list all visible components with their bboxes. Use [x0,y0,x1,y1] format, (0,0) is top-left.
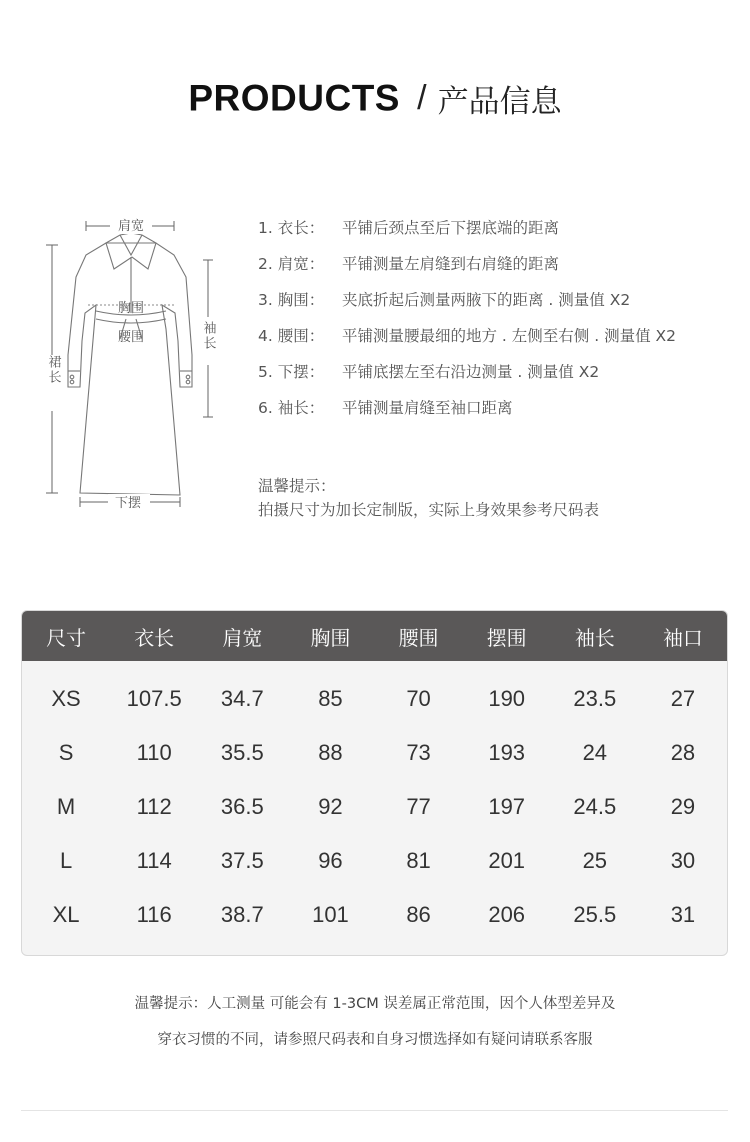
header-cell: 摆围 [486,625,527,650]
footer-notes [0,992,750,1064]
tips-block [258,474,599,522]
table-row [22,672,727,726]
table-cell: 25 [582,848,608,873]
table-row [22,780,727,834]
measurement-item [258,322,738,358]
measurement-label: 5. 下摆： [258,363,325,381]
title-chinese: 产品信息 [437,84,562,120]
table-cell: 38.7 [220,902,264,927]
table-cell: 88 [318,740,343,765]
table-cell: 30 [670,848,696,873]
title-separator: / [417,79,427,117]
measurement-description: 平铺测量左肩缝到右肩缝的距离 [342,255,560,273]
label-shoulder: 肩宽 [117,219,145,234]
measurement-item [258,250,738,286]
table-cell: 201 [488,848,526,873]
table-cell: 29 [670,794,696,819]
header-cell: 袖口 [662,625,703,650]
measurement-label: 1. 衣长： [258,219,325,237]
table-cell: XS [51,686,81,711]
label-hem: 下摆 [114,496,142,511]
label-waist: 腰围 [117,330,145,345]
table-cell: 110 [136,740,172,765]
measurement-description: 平铺测量肩缝至袖口距离 [342,399,513,417]
footer-line: 温馨提示：人工测量 可能会有 1-3CM 误差属正常范围，因个人体型差异及 [134,996,616,1012]
size-table [21,610,728,956]
table-cell: M [56,794,76,819]
header-cell: 肩宽 [222,625,263,650]
table-cell: 85 [318,686,343,711]
measurement-description: 平铺底摆左至右沿边测量 . 测量值 X2 [342,363,600,381]
table-cell: 197 [488,794,526,819]
table-body [22,661,727,942]
measurement-guide [258,214,738,430]
tips-text: 拍摄尺寸为加长定制版，实际上身效果参考尺码表 [258,501,600,519]
table-cell: 96 [318,848,343,873]
table-cell: 35.5 [220,740,264,765]
header-cell: 尺寸 [46,625,87,650]
dress-outline [68,233,192,495]
table-cell: 86 [406,902,431,927]
header-cell: 袖长 [574,625,615,650]
table-cell: 70 [406,686,431,711]
table-cell: 24.5 [573,794,617,819]
measure-lines [46,221,213,507]
table-cell: 25.5 [573,902,617,927]
table-cell: 77 [406,794,431,819]
title-english: PRODUCTS [188,77,400,119]
table-cell: L [59,848,73,873]
table-cell: 31 [670,902,696,927]
table-cell: 114 [136,848,172,873]
table-row [22,888,727,942]
label-sleeve: 袖长 [200,321,216,351]
table-row [22,834,727,888]
table-cell: 92 [318,794,343,819]
table-cell: 23.5 [573,686,617,711]
measurement-item [258,286,738,322]
table-cell: 107.5 [126,686,182,711]
table-cell: 36.5 [220,794,264,819]
measurement-item [258,214,738,250]
measurement-item [258,358,738,394]
footer-line: 穿衣习惯的不同，请参照尺码表和自身习惯选择如有疑问请联系客服 [157,1032,593,1048]
measurement-label: 3. 胸围： [258,291,325,309]
table-header [22,611,727,661]
table-cell: 28 [670,740,696,765]
table-cell: 193 [488,740,526,765]
table-cell: 27 [670,686,696,711]
table-cell: 116 [136,902,172,927]
page-title [0,76,750,121]
label-skirt-length: 裙长 [45,355,61,385]
table-cell: 112 [136,794,172,819]
header-cell: 腰围 [398,625,439,650]
table-cell: 206 [488,902,526,927]
table-cell: XL [52,902,80,927]
bottom-divider [21,1110,728,1111]
tips-title: 温馨提示： [258,477,336,495]
table-cell: 37.5 [220,848,264,873]
label-chest: 胸围 [117,301,145,316]
table-cell: 101 [312,902,349,927]
measurement-description: 平铺后颈点至后下摆底端的距离 [342,219,560,237]
dress-diagram [28,205,238,525]
measurement-item [258,394,738,430]
table-cell: 73 [406,740,431,765]
table-cell: 81 [406,848,431,873]
table-cell: 34.7 [220,686,264,711]
header-cell: 胸围 [310,625,351,650]
measurement-label: 4. 腰围： [258,327,325,345]
measurement-label: 6. 袖长： [258,399,325,417]
table-cell: S [58,740,74,765]
measurement-description: 平铺测量腰最细的地方 . 左侧至右侧 . 测量值 X2 [342,327,676,345]
measurement-label: 2. 肩宽： [258,255,325,273]
table-cell: 24 [582,740,608,765]
measurement-description: 夹底折起后测量两腋下的距离 . 测量值 X2 [342,291,631,309]
header-cell: 衣长 [134,625,175,650]
table-row [22,726,727,780]
table-cell: 190 [488,686,526,711]
